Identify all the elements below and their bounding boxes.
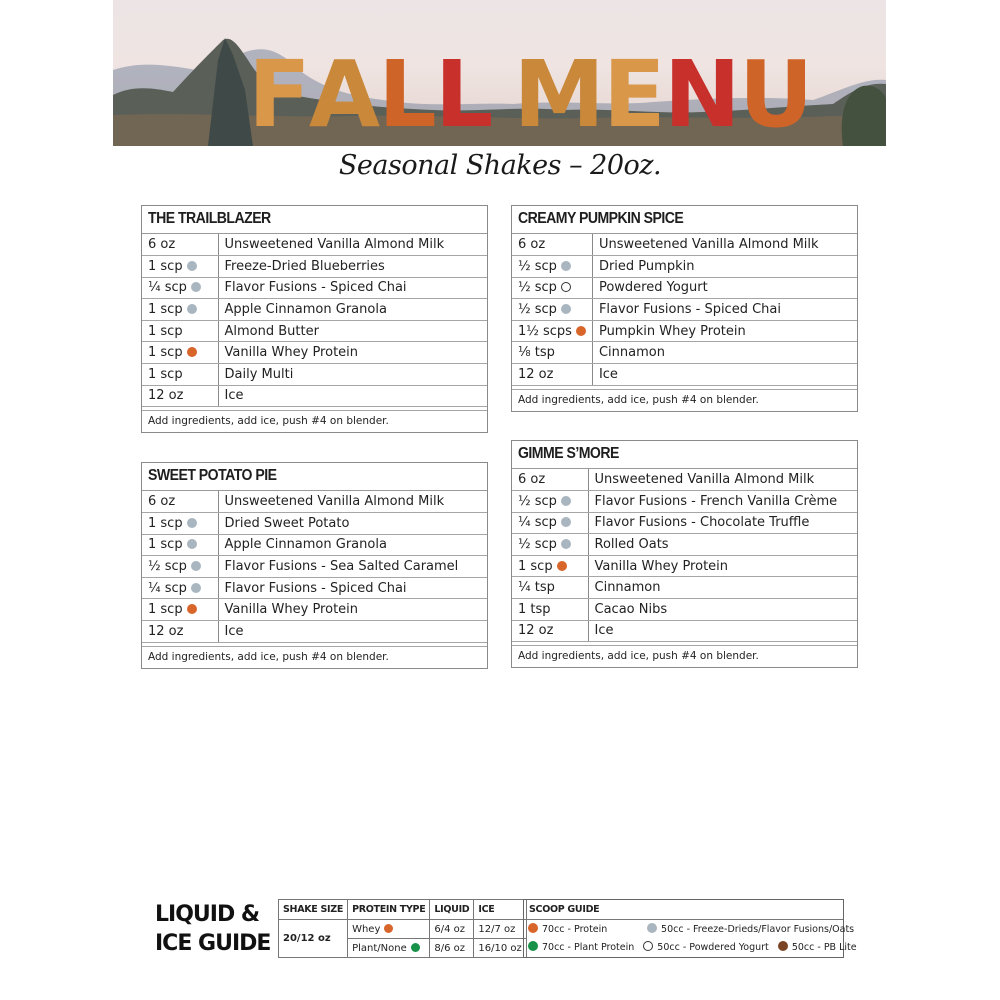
amount-text: 1 tsp <box>518 601 551 617</box>
ingredient-cell: Pumpkin Whey Protein <box>592 320 857 342</box>
amount-text: ½ scp <box>518 258 557 274</box>
header-ice: ICE <box>474 900 526 920</box>
protein-type-label: Plant/None <box>352 942 407 954</box>
ingredient-cell: Apple Cinnamon Granola <box>218 299 487 321</box>
title-letter: M <box>513 41 603 146</box>
amount-text: ½ scp <box>518 493 557 509</box>
amount-cell <box>512 299 592 321</box>
ingredient-cell: Freeze-Dried Blueberries <box>218 256 487 278</box>
amount-text: 6 oz <box>518 237 546 253</box>
table-row <box>512 534 857 556</box>
amount-text: ½ scp <box>518 302 557 318</box>
recipe-title <box>512 441 857 469</box>
orange-dot-icon <box>187 347 197 357</box>
grey-dot-icon <box>561 539 571 549</box>
recipe-instructions: Add ingredients, add ice, push #4 on blender. <box>148 650 389 663</box>
amount-cell <box>512 364 592 386</box>
scoop-guide-row-1 <box>524 920 855 938</box>
recipe-title-text: SWEET POTATO PIE <box>148 467 277 484</box>
ingredient-cell: Flavor Fusions - Spiced Chai <box>592 299 857 321</box>
scoop-legend-item <box>528 941 634 953</box>
amount-text: 1 scp <box>148 515 183 531</box>
header-banner <box>113 0 886 146</box>
ingredient-cell: Dried Sweet Potato <box>218 513 487 535</box>
scoop-legend-item <box>647 923 854 935</box>
amount-cell <box>512 342 592 364</box>
ice-value: 16/10 oz <box>474 939 526 958</box>
amount-text: ½ scp <box>148 559 187 575</box>
ingredient-cell: Ice <box>592 364 857 386</box>
amount-text: ¼ scp <box>148 580 187 596</box>
recipe-title <box>142 206 487 234</box>
ingredient-cell: Vanilla Whey Protein <box>218 342 487 364</box>
amount-cell <box>512 534 588 556</box>
title-letter: U <box>738 41 812 146</box>
amount-cell <box>142 385 218 407</box>
scoop-legend-label: 70cc - Protein <box>542 924 608 935</box>
title-letter: N <box>663 41 739 146</box>
grey-dot-icon <box>561 304 571 314</box>
protein-type-cell <box>348 920 430 939</box>
protein-type-cell <box>348 939 430 958</box>
ingredient-table <box>512 469 857 642</box>
amount-cell <box>142 342 218 364</box>
recipe-title-text: THE TRAILBLAZER <box>148 210 271 227</box>
amount-cell <box>142 234 218 256</box>
grey-dot-icon <box>187 261 197 271</box>
ingredient-cell: Ice <box>588 620 857 642</box>
banner-title <box>248 41 812 146</box>
amount-text: 12 oz <box>148 623 184 639</box>
scoop-legend-label: 70cc - Plant Protein <box>542 942 635 953</box>
table-row <box>142 599 487 621</box>
protein-type-label: Whey <box>352 923 381 935</box>
scoop-legend-label: 50cc - Powdered Yogurt <box>657 942 769 953</box>
title-letter: L <box>378 41 435 146</box>
ingredient-cell: Ice <box>218 385 487 407</box>
amount-text: 1 scp <box>148 345 183 361</box>
liquid-ice-table <box>278 899 527 958</box>
table-row <box>512 577 857 599</box>
amount-text: 12 oz <box>518 366 554 382</box>
guide-title-line1: LIQUID & <box>155 902 260 927</box>
recipe-card-creamy-pumpkin-spice <box>511 205 858 412</box>
recipe-instructions: Add ingredients, add ice, push #4 on blender. <box>148 415 389 428</box>
amount-text: 1 scp <box>518 558 553 574</box>
ingredient-cell: Almond Butter <box>218 320 487 342</box>
amount-text: ½ scp <box>518 280 557 296</box>
amount-text: 1 scp <box>148 302 183 318</box>
table-row <box>142 364 487 386</box>
amount-cell <box>512 555 588 577</box>
table-row <box>512 234 857 256</box>
amount-cell <box>142 320 218 342</box>
table-row <box>142 491 487 513</box>
amount-cell <box>512 620 588 642</box>
recipe-title <box>512 206 857 234</box>
amount-text: 1½ scps <box>518 323 572 339</box>
green-dot-icon <box>411 943 420 952</box>
brown-dot-icon <box>778 941 788 951</box>
amount-cell <box>142 577 218 599</box>
table-row <box>512 469 857 491</box>
guide-title-line2: ICE GUIDE <box>155 931 271 956</box>
table-row <box>512 364 857 386</box>
table-row <box>142 534 487 556</box>
grey-dot-icon <box>561 261 571 271</box>
amount-text: ⅛ tsp <box>518 345 555 361</box>
amount-cell <box>512 256 592 278</box>
grey-dot-icon <box>561 517 571 527</box>
amount-cell <box>142 299 218 321</box>
amount-text: 1 scp <box>148 602 183 618</box>
amount-text: 6 oz <box>148 494 176 510</box>
amount-cell <box>142 599 218 621</box>
liquid-value: 8/6 oz <box>430 939 474 958</box>
recipe-card-trailblazer <box>141 205 488 433</box>
header-liquid: LIQUID <box>430 900 474 920</box>
ingredient-cell: Cinnamon <box>592 342 857 364</box>
orange-dot-icon <box>384 924 393 933</box>
ingredient-table <box>142 491 487 643</box>
ingredient-table <box>512 234 857 386</box>
recipe-card-gimme-smore <box>511 440 858 668</box>
ingredient-cell: Rolled Oats <box>588 534 857 556</box>
scoop-guide-title: SCOOP GUIDE <box>524 900 843 920</box>
ice-value: 12/7 oz <box>474 920 526 939</box>
table-row <box>512 620 857 642</box>
recipe-title <box>142 463 487 491</box>
recipe-title-text: CREAMY PUMPKIN SPICE <box>518 210 684 227</box>
amount-text: 12 oz <box>518 623 554 639</box>
table-row <box>512 491 857 513</box>
amount-text: 1 scp <box>148 258 183 274</box>
green-dot-icon <box>528 941 538 951</box>
table-row <box>512 256 857 278</box>
amount-cell <box>142 277 218 299</box>
table-row <box>512 599 857 621</box>
amount-cell <box>142 256 218 278</box>
amount-cell <box>142 621 218 643</box>
amount-cell <box>512 320 592 342</box>
ingredient-cell: Powdered Yogurt <box>592 277 857 299</box>
amount-cell <box>142 364 218 386</box>
amount-cell <box>142 534 218 556</box>
amount-cell <box>142 491 218 513</box>
amount-text: 1 scp <box>148 366 183 382</box>
amount-text: ¼ tsp <box>518 580 555 596</box>
shake-size-value: 20/12 oz <box>279 920 348 958</box>
table-row <box>142 621 487 643</box>
amount-text: 12 oz <box>148 388 184 404</box>
table-row <box>142 385 487 407</box>
amount-text: 6 oz <box>518 472 546 488</box>
ingredient-cell: Unsweetened Vanilla Almond Milk <box>218 491 487 513</box>
ingredient-cell: Flavor Fusions - Sea Salted Caramel <box>218 556 487 578</box>
grey-dot-icon <box>561 496 571 506</box>
white-circle-icon <box>561 282 571 292</box>
ingredient-cell: Flavor Fusions - Spiced Chai <box>218 277 487 299</box>
ingredient-cell: Daily Multi <box>218 364 487 386</box>
table-row <box>512 277 857 299</box>
recipe-instructions: Add ingredients, add ice, push #4 on blender. <box>518 650 759 663</box>
amount-cell <box>512 512 588 534</box>
amount-text: 1 scp <box>148 323 183 339</box>
orange-dot-icon <box>187 604 197 614</box>
amount-text: 6 oz <box>148 237 176 253</box>
orange-dot-icon <box>576 326 586 336</box>
grey-dot-icon <box>191 282 201 292</box>
ingredient-table <box>142 234 487 407</box>
amount-text: ½ scp <box>518 537 557 553</box>
scoop-legend-item <box>778 941 857 953</box>
ingredient-cell: Cacao Nibs <box>588 599 857 621</box>
orange-dot-icon <box>528 923 538 933</box>
ingredient-cell: Vanilla Whey Protein <box>588 555 857 577</box>
title-letter: E <box>602 41 664 146</box>
liquid-table-header <box>279 900 527 920</box>
title-letter: L <box>434 41 492 146</box>
amount-cell <box>512 234 592 256</box>
table-row <box>142 299 487 321</box>
ingredient-cell: Apple Cinnamon Granola <box>218 534 487 556</box>
white-circle-icon <box>643 941 653 951</box>
page-subtitle: Seasonal Shakes – 20oz. <box>338 150 662 181</box>
liquid-value: 6/4 oz <box>430 920 474 939</box>
scoop-guide-row-2 <box>524 938 857 956</box>
amount-cell <box>512 277 592 299</box>
table-row <box>142 277 487 299</box>
table-row <box>142 320 487 342</box>
grey-dot-icon <box>187 539 197 549</box>
recipe-title-text: GIMME S’MORE <box>518 445 619 462</box>
ingredient-cell: Unsweetened Vanilla Almond Milk <box>588 469 857 491</box>
title-letter: A <box>308 41 379 146</box>
scoop-legend-label: 50cc - Freeze-Drieds/Flavor Fusions/Oats <box>661 924 855 935</box>
amount-cell <box>512 491 588 513</box>
grey-dot-icon <box>191 583 201 593</box>
scoop-legend-label: 50cc - PB Lite <box>791 942 857 953</box>
amount-cell <box>512 469 588 491</box>
recipe-instructions: Add ingredients, add ice, push #4 on blender. <box>518 393 759 406</box>
table-row <box>142 513 487 535</box>
table-row <box>142 577 487 599</box>
amount-cell <box>142 556 218 578</box>
orange-dot-icon <box>557 561 567 571</box>
ingredient-cell: Cinnamon <box>588 577 857 599</box>
amount-cell <box>512 577 588 599</box>
liquid-ice-guide-title <box>155 900 270 958</box>
scoop-legend-item <box>528 923 638 935</box>
table-row <box>512 342 857 364</box>
ingredient-cell: Unsweetened Vanilla Almond Milk <box>218 234 487 256</box>
ingredient-cell: Flavor Fusions - French Vanilla Crème <box>588 491 857 513</box>
header-protein-type: PROTEIN TYPE <box>348 900 430 920</box>
ingredient-cell: Vanilla Whey Protein <box>218 599 487 621</box>
table-row <box>512 512 857 534</box>
ingredient-cell: Flavor Fusions - Chocolate Truffle <box>588 512 857 534</box>
ingredient-cell: Unsweetened Vanilla Almond Milk <box>592 234 857 256</box>
table-row <box>142 342 487 364</box>
table-row <box>512 555 857 577</box>
ingredient-cell: Flavor Fusions - Spiced Chai <box>218 577 487 599</box>
table-row <box>142 234 487 256</box>
ingredient-cell: Ice <box>218 621 487 643</box>
table-row <box>279 920 527 939</box>
amount-cell <box>142 513 218 535</box>
table-row <box>512 320 857 342</box>
grey-dot-icon <box>647 923 657 933</box>
scoop-guide <box>523 899 857 958</box>
table-row <box>142 256 487 278</box>
header-shake-size: SHAKE SIZE <box>279 900 348 920</box>
scoop-legend-item <box>643 941 768 953</box>
grey-dot-icon <box>187 304 197 314</box>
amount-text: ¼ scp <box>148 280 187 296</box>
recipe-card-sweet-potato-pie <box>141 462 488 669</box>
ingredient-cell: Dried Pumpkin <box>592 256 857 278</box>
grey-dot-icon <box>187 518 197 528</box>
amount-text: 1 scp <box>148 537 183 553</box>
table-row <box>142 556 487 578</box>
table-row <box>512 299 857 321</box>
grey-dot-icon <box>191 561 201 571</box>
amount-cell <box>512 599 588 621</box>
amount-text: ¼ scp <box>518 515 557 531</box>
title-letter: F <box>248 41 309 146</box>
